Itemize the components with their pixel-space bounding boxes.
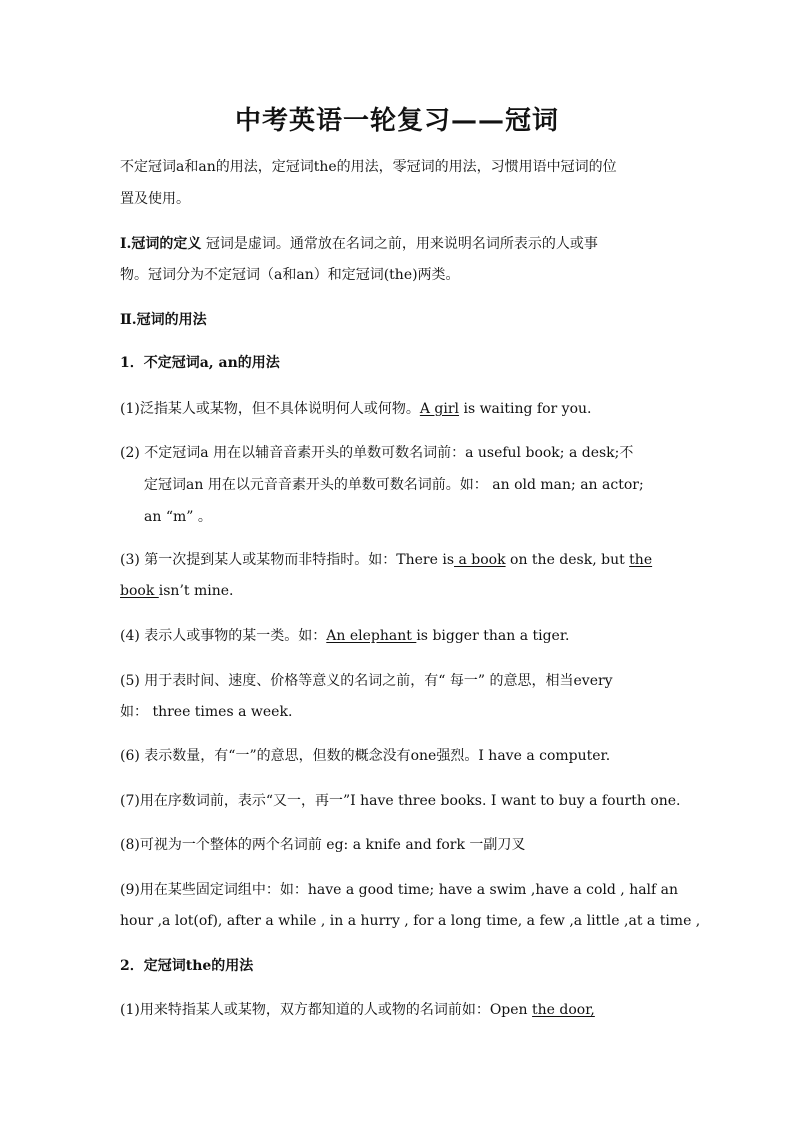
list-item-5-line-2: 如： three times a week. [120,704,293,720]
item-text: (1)用来特指某人或某物，双方都知道的人或物的名词前如：Open [120,1002,533,1018]
underlined-example: the door, [532,1002,595,1018]
underlined-example: A girl [419,401,460,417]
underlined-example: An elephant [326,628,417,644]
underlined-example: book [120,583,159,599]
section-1-line-2: 物。冠词分为不定冠词（a和an）和定冠词(the)两类。 [120,267,460,283]
item-text: on the desk, but [505,552,630,568]
page-title: 中考英语一轮复习——冠词 [234,106,559,136]
subsection-2-heading: 2．定冠词the的用法 [120,958,254,974]
item-text: is bigger than a tiger. [416,628,570,644]
section-1-heading: Ⅰ.冠词的定义 [120,236,202,252]
list-item-4 [120,627,569,645]
underlined-example: the [629,552,653,568]
list-item-9-line-1: (9)用在某些固定词组中：如：have a good time; have a swim ,have a cold , half an [120,882,679,898]
list-item-9-line-2: hour ,a lot(of), after a while , in a hurry , for a long time, a few ,a little ,at a time , [120,913,701,929]
list-item-7: (7)用在序数词前，表示“又一，再一”I have three books. I want to buy a fourth one. [120,793,681,809]
list-item-1 [120,400,591,418]
list-item-3-line-1 [120,551,652,569]
item-text: is waiting for you. [459,401,592,417]
item-text: isn’t mine. [158,583,234,599]
list-item-8: (8)可视为一个整体的两个名词前 eg: a knife and fork 一副刀叉 [120,837,526,853]
list-item-5-line-1: (5) 用于表时间、速度、价格等意义的名词之前，有“ 每一” 的意思，相当every [120,673,613,689]
intro-line-1: 不定冠词a和an的用法，定冠词the的用法，零冠词的用法，习惯用语中冠词的位 [120,159,617,175]
underlined-example: a book [454,552,506,568]
item-text: (4) 表示人或事物的某一类。如： [120,628,327,644]
subsection-2-item-1 [120,1001,595,1019]
subsection-1-heading: 1．不定冠词a, an的用法 [120,355,280,371]
section-1-line-1 [120,235,598,253]
intro-line-2: 置及使用。 [120,191,190,207]
list-item-2-line-2: 定冠词an 用在以元音音素开头的单数可数名词前。如： an old man; an actor; [144,477,644,493]
list-item-3-line-2 [120,582,233,600]
item-text: (3) 第一次提到某人或某物而非特指时。如：There is [120,552,455,568]
section-2-heading: Ⅱ.冠词的用法 [120,312,207,328]
item-text: (1)泛指某人或某物，但不具体说明何人或何物。 [120,401,420,417]
list-item-2-line-3: an “m” 。 [144,509,212,525]
list-item-6: (6) 表示数量，有“一”的意思，但数的概念没有one强烈。I have a computer. [120,748,611,764]
list-item-2-line-1: (2) 不定冠词a 用在以辅音音素开头的单数可数名词前：a useful book; a desk;不 [120,445,634,461]
section-1-text: 冠词是虚词。通常放在名词之前，用来说明名词所表示的人或事 [201,236,598,252]
